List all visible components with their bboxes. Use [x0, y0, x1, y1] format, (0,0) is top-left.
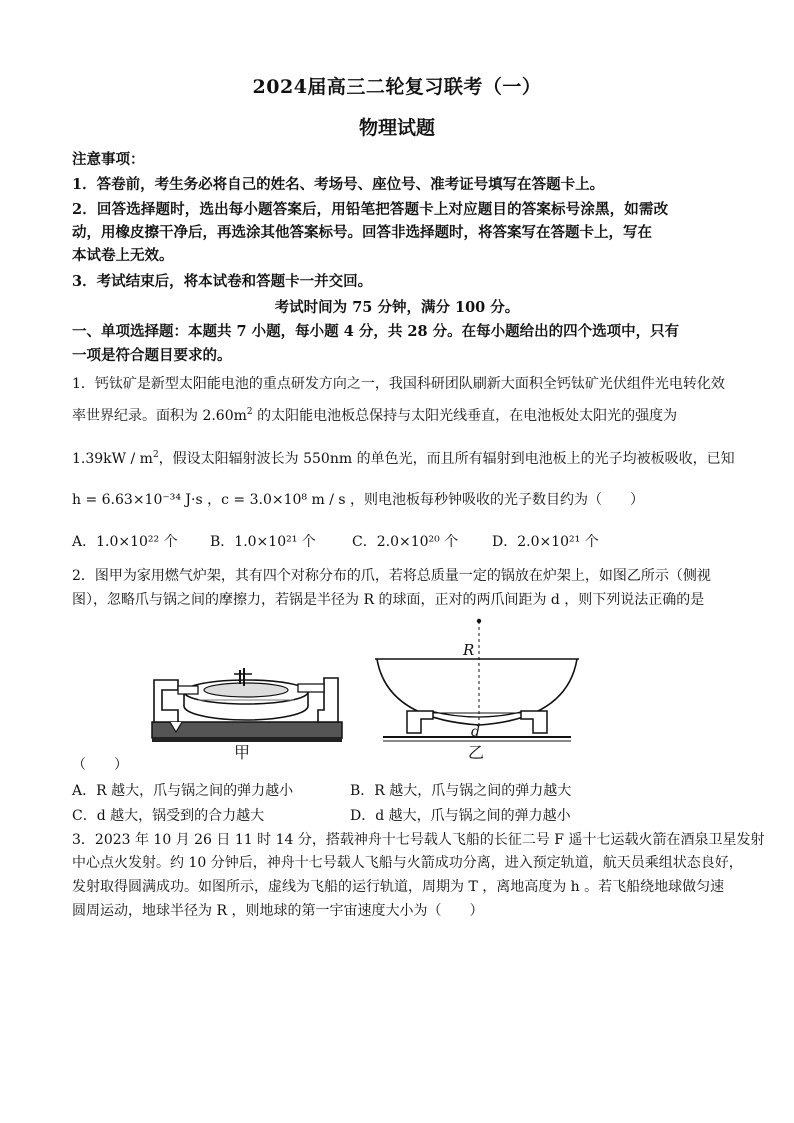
notice-item-2-line-1: 2．回答选择题时，选出每小题答案后，用铅笔把答题卡上对应题目的答案标号涂黑，如需改 [72, 201, 669, 218]
q1-options [72, 531, 732, 551]
exam-time-note: 考试时间为 75 分钟，满分 100 分。 [274, 299, 520, 316]
q1-option-c: C．2.0×10²⁰ 个 [352, 534, 459, 550]
figure-d-label: d [471, 724, 480, 740]
figure-label-yi: 乙 [468, 743, 485, 762]
notice-item-1: 1．答卷前，考生务必将自己的姓名、考场号、座位号、准考证号填写在答题卡上。 [72, 176, 605, 193]
notice-item-2-line-2: 动，用橡皮擦干净后，再选涂其他答案标号。回答非选择题时，将答案写在答题卡上，写在 [72, 224, 652, 241]
notice-item-3: 3．考试结束后，将本试卷和答题卡一并交回。 [72, 273, 373, 290]
q3-line-1: 3．2023 年 10 月 26 日 11 时 14 分，搭载神舟十七号载人飞船的长征二号 F 遥十七运载火箭在酒泉卫星发射 [72, 832, 765, 848]
q1-option-d: D．2.0×10²¹ 个 [492, 534, 599, 550]
pot-side-view-figure [375, 615, 580, 745]
exam-title: 2024届高三二轮复习联考（一） [252, 76, 542, 98]
q1-option-a: A．1.0×10²² 个 [72, 534, 178, 550]
q2-option-d: D．d 越大，爪与锅之间的弹力越小 [350, 808, 571, 824]
notice-heading: 注意事项： [72, 151, 145, 168]
subject-title: 物理试题 [358, 117, 435, 139]
q2-options-row-1 [72, 780, 732, 800]
section-heading-line-1: 一、单项选择题：本题共 7 小题，每小题 4 分，共 28 分。在每小题给出的四个选项中，只有 [72, 323, 680, 340]
section-heading-line-2: 一项是符合题目要求的。 [72, 347, 232, 364]
q3-line-2: 中心点火发射。约 10 分钟后，神舟十七号载人飞船与火箭成功分离，进入预定轨道，航天员乘组状态良好， [72, 855, 743, 871]
figure-label-jia: 甲 [234, 743, 251, 762]
q2-options-row-2 [72, 805, 732, 825]
figure-r-label: R [463, 641, 475, 659]
notice-item-2-line-3: 本试卷上无效。 [72, 247, 174, 264]
q1-line-3: $1.39kW / m^2$，假设太阳辐射波长为 550nm 的单色光，而且所有辐射到电池板上的光子均被板吸收，已知 [72, 450, 735, 467]
q3-line-3: 发射取得圆满成功。如图所示，虚线为飞船的运行轨道，周期为 T ，离地高度为 h 。若飞船绕地球做匀速 [72, 879, 725, 895]
q1-line-4: h = 6.63×10⁻³⁴ J·s ，c = 3.0×10⁸ m / s ，则电池板每秒钟吸收的光子数目约为（ ） [72, 492, 644, 508]
q2-option-c: C．d 越大，锅受到的合力越大 [72, 808, 265, 824]
q1-option-b: B．1.0×10²¹ 个 [210, 534, 316, 550]
q1-line-1: 1．钙钛矿是新型太阳能电池的重点研发方向之一，我国科研团队刷新大面积全钙钛矿光伏组件光电转化效 [72, 376, 725, 392]
q3-line-4: 圆周运动，地球半径为 R ，则地球的第一宇宙速度大小为（ ） [72, 903, 484, 919]
q2-line-2: 图），忽略爪与锅之间的摩擦力，若锅是半径为 R 的球面，正对的两爪间距为 d ，则下列说法正确的是 [72, 592, 705, 608]
q2-option-b: B．R 越大，爪与锅之间的弹力越大 [350, 783, 572, 799]
q2-answer-paren: （ ） [72, 757, 128, 773]
q1-line-2: 率世界纪录。面积为 $2.60m^2$ 的太阳能电池板总保持与太阳光线垂直，在电池板处太阳光的强度为 [72, 407, 678, 424]
q2-line-1: 2．图甲为家用燃气炉架，其有四个对称分布的爪，若将总质量一定的锅放在炉架上，如图乙所示（侧视 [72, 568, 711, 584]
q2-option-a: A．R 越大，爪与锅之间的弹力越小 [72, 783, 294, 799]
